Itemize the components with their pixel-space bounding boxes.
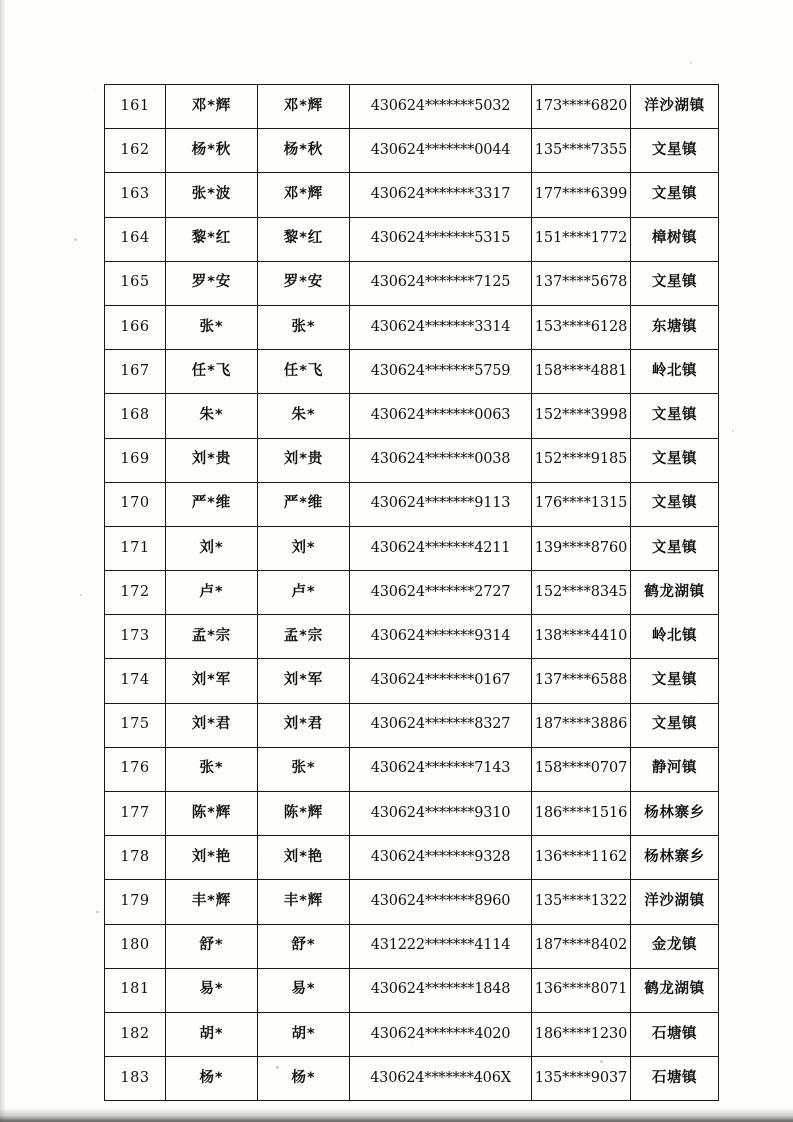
table-row (105, 438, 719, 482)
cell-index: 171 (105, 526, 166, 570)
cell-householder: 黎*红 (258, 217, 350, 261)
cell-town: 鹤龙湖镇 (631, 968, 719, 1012)
cell-index: 163 (105, 173, 166, 217)
table-row (105, 482, 719, 526)
cell-householder: 卢* (258, 571, 350, 615)
table-row (105, 85, 719, 129)
cell-phone: 151****1772 (532, 217, 631, 261)
cell-householder: 朱* (258, 394, 350, 438)
cell-householder: 胡* (258, 1012, 350, 1056)
cell-town: 文星镇 (631, 703, 719, 747)
roster-table-container (104, 84, 718, 1101)
cell-id-number: 430624*******9113 (350, 482, 532, 526)
scan-speck (732, 430, 734, 432)
cell-phone: 135****7355 (532, 129, 631, 173)
table-row (105, 217, 719, 261)
cell-name: 刘*贵 (166, 438, 258, 482)
cell-index: 167 (105, 350, 166, 394)
table-row (105, 836, 719, 880)
cell-householder: 邓*辉 (258, 173, 350, 217)
cell-id-number: 430624*******4020 (350, 1012, 532, 1056)
cell-id-number: 430624*******0044 (350, 129, 532, 173)
cell-index: 177 (105, 792, 166, 836)
cell-name: 杨* (166, 1057, 258, 1101)
cell-town: 金龙镇 (631, 924, 719, 968)
cell-index: 175 (105, 703, 166, 747)
cell-id-number: 430624*******3314 (350, 305, 532, 349)
cell-phone: 176****1315 (532, 482, 631, 526)
cell-town: 文星镇 (631, 438, 719, 482)
table-row (105, 173, 719, 217)
table-row (105, 880, 719, 924)
cell-phone: 187****8402 (532, 924, 631, 968)
cell-name: 孟*宗 (166, 615, 258, 659)
cell-phone: 152****3998 (532, 394, 631, 438)
cell-id-number: 430624*******5759 (350, 350, 532, 394)
cell-phone: 136****8071 (532, 968, 631, 1012)
cell-index: 174 (105, 659, 166, 703)
table-row (105, 571, 719, 615)
cell-phone: 186****1230 (532, 1012, 631, 1056)
table-row (105, 924, 719, 968)
cell-name: 张*波 (166, 173, 258, 217)
cell-name: 刘*军 (166, 659, 258, 703)
cell-index: 165 (105, 261, 166, 305)
cell-id-number: 430624*******406X (350, 1057, 532, 1101)
table-row (105, 792, 719, 836)
cell-id-number: 430624*******8327 (350, 703, 532, 747)
cell-phone: 173****6820 (532, 85, 631, 129)
cell-id-number: 431222*******4114 (350, 924, 532, 968)
cell-householder: 张* (258, 305, 350, 349)
cell-id-number: 430624*******5315 (350, 217, 532, 261)
table-row (105, 1057, 719, 1101)
cell-town: 文星镇 (631, 659, 719, 703)
cell-phone: 137****6588 (532, 659, 631, 703)
cell-householder: 舒* (258, 924, 350, 968)
cell-id-number: 430624*******0063 (350, 394, 532, 438)
cell-householder: 刘*贵 (258, 438, 350, 482)
cell-town: 杨林寨乡 (631, 836, 719, 880)
cell-householder: 严*维 (258, 482, 350, 526)
cell-index: 182 (105, 1012, 166, 1056)
cell-id-number: 430624*******3317 (350, 173, 532, 217)
scan-speck (74, 238, 77, 241)
cell-id-number: 430624*******0038 (350, 438, 532, 482)
cell-householder: 刘*军 (258, 659, 350, 703)
cell-name: 易* (166, 968, 258, 1012)
cell-phone: 158****4881 (532, 350, 631, 394)
cell-householder: 陈*辉 (258, 792, 350, 836)
cell-name: 罗*安 (166, 261, 258, 305)
cell-town: 东塘镇 (631, 305, 719, 349)
table-row (105, 703, 719, 747)
cell-index: 173 (105, 615, 166, 659)
cell-phone: 187****3886 (532, 703, 631, 747)
cell-town: 洋沙湖镇 (631, 880, 719, 924)
cell-town: 樟树镇 (631, 217, 719, 261)
cell-phone: 177****6399 (532, 173, 631, 217)
table-row (105, 659, 719, 703)
cell-name: 朱* (166, 394, 258, 438)
cell-householder: 易* (258, 968, 350, 1012)
cell-index: 161 (105, 85, 166, 129)
table-row (105, 968, 719, 1012)
cell-index: 168 (105, 394, 166, 438)
cell-index: 169 (105, 438, 166, 482)
cell-name: 张* (166, 747, 258, 791)
cell-id-number: 430624*******9314 (350, 615, 532, 659)
cell-phone: 135****1322 (532, 880, 631, 924)
cell-phone: 153****6128 (532, 305, 631, 349)
roster-table-body (105, 85, 719, 1101)
cell-index: 170 (105, 482, 166, 526)
cell-town: 静河镇 (631, 747, 719, 791)
table-row (105, 350, 719, 394)
cell-householder: 杨* (258, 1057, 350, 1101)
cell-name: 卢* (166, 571, 258, 615)
table-row (105, 747, 719, 791)
cell-householder: 刘*艳 (258, 836, 350, 880)
table-row (105, 394, 719, 438)
cell-phone: 138****4410 (532, 615, 631, 659)
cell-town: 洋沙湖镇 (631, 85, 719, 129)
roster-table (104, 84, 719, 1101)
cell-phone: 136****1162 (532, 836, 631, 880)
cell-phone: 139****8760 (532, 526, 631, 570)
cell-householder: 邓*辉 (258, 85, 350, 129)
cell-name: 杨*秋 (166, 129, 258, 173)
cell-town: 文星镇 (631, 526, 719, 570)
cell-index: 179 (105, 880, 166, 924)
table-row (105, 1012, 719, 1056)
table-row (105, 526, 719, 570)
cell-index: 172 (105, 571, 166, 615)
cell-id-number: 430624*******2727 (350, 571, 532, 615)
cell-id-number: 430624*******1848 (350, 968, 532, 1012)
cell-householder: 刘* (258, 526, 350, 570)
cell-town: 文星镇 (631, 129, 719, 173)
cell-id-number: 430624*******5032 (350, 85, 532, 129)
scan-speck (80, 594, 82, 596)
cell-name: 刘*艳 (166, 836, 258, 880)
table-row (105, 615, 719, 659)
page-left-edge-shadow (0, 0, 6, 1122)
cell-householder: 罗*安 (258, 261, 350, 305)
cell-name: 黎*红 (166, 217, 258, 261)
cell-index: 176 (105, 747, 166, 791)
table-row (105, 305, 719, 349)
cell-index: 164 (105, 217, 166, 261)
cell-name: 刘*君 (166, 703, 258, 747)
cell-phone: 135****9037 (532, 1057, 631, 1101)
cell-name: 丰*辉 (166, 880, 258, 924)
cell-name: 任*飞 (166, 350, 258, 394)
cell-name: 舒* (166, 924, 258, 968)
cell-householder: 孟*宗 (258, 615, 350, 659)
cell-town: 鹤龙湖镇 (631, 571, 719, 615)
cell-index: 183 (105, 1057, 166, 1101)
cell-phone: 137****5678 (532, 261, 631, 305)
cell-householder: 任*飞 (258, 350, 350, 394)
cell-town: 文星镇 (631, 394, 719, 438)
page-bottom-edge-shadow (0, 1108, 793, 1122)
cell-index: 180 (105, 924, 166, 968)
cell-index: 162 (105, 129, 166, 173)
cell-id-number: 430624*******4211 (350, 526, 532, 570)
cell-town: 石塘镇 (631, 1057, 719, 1101)
cell-name: 刘* (166, 526, 258, 570)
cell-town: 文星镇 (631, 173, 719, 217)
table-row (105, 261, 719, 305)
cell-name: 张* (166, 305, 258, 349)
cell-index: 181 (105, 968, 166, 1012)
cell-town: 文星镇 (631, 482, 719, 526)
scan-speck (96, 911, 99, 913)
cell-name: 陈*辉 (166, 792, 258, 836)
cell-id-number: 430624*******8960 (350, 880, 532, 924)
cell-index: 178 (105, 836, 166, 880)
cell-name: 胡* (166, 1012, 258, 1056)
cell-id-number: 430624*******7125 (350, 261, 532, 305)
cell-id-number: 430624*******0167 (350, 659, 532, 703)
cell-householder: 张* (258, 747, 350, 791)
cell-town: 岭北镇 (631, 350, 719, 394)
cell-town: 石塘镇 (631, 1012, 719, 1056)
scan-speck (690, 62, 692, 64)
cell-index: 166 (105, 305, 166, 349)
cell-town: 文星镇 (631, 261, 719, 305)
cell-id-number: 430624*******9310 (350, 792, 532, 836)
cell-town: 岭北镇 (631, 615, 719, 659)
cell-householder: 刘*君 (258, 703, 350, 747)
cell-name: 严*维 (166, 482, 258, 526)
table-row (105, 129, 719, 173)
cell-householder: 杨*秋 (258, 129, 350, 173)
cell-id-number: 430624*******7143 (350, 747, 532, 791)
cell-phone: 152****9185 (532, 438, 631, 482)
cell-phone: 186****1516 (532, 792, 631, 836)
cell-phone: 152****8345 (532, 571, 631, 615)
cell-name: 邓*辉 (166, 85, 258, 129)
cell-householder: 丰*辉 (258, 880, 350, 924)
cell-town: 杨林寨乡 (631, 792, 719, 836)
cell-id-number: 430624*******9328 (350, 836, 532, 880)
cell-phone: 158****0707 (532, 747, 631, 791)
